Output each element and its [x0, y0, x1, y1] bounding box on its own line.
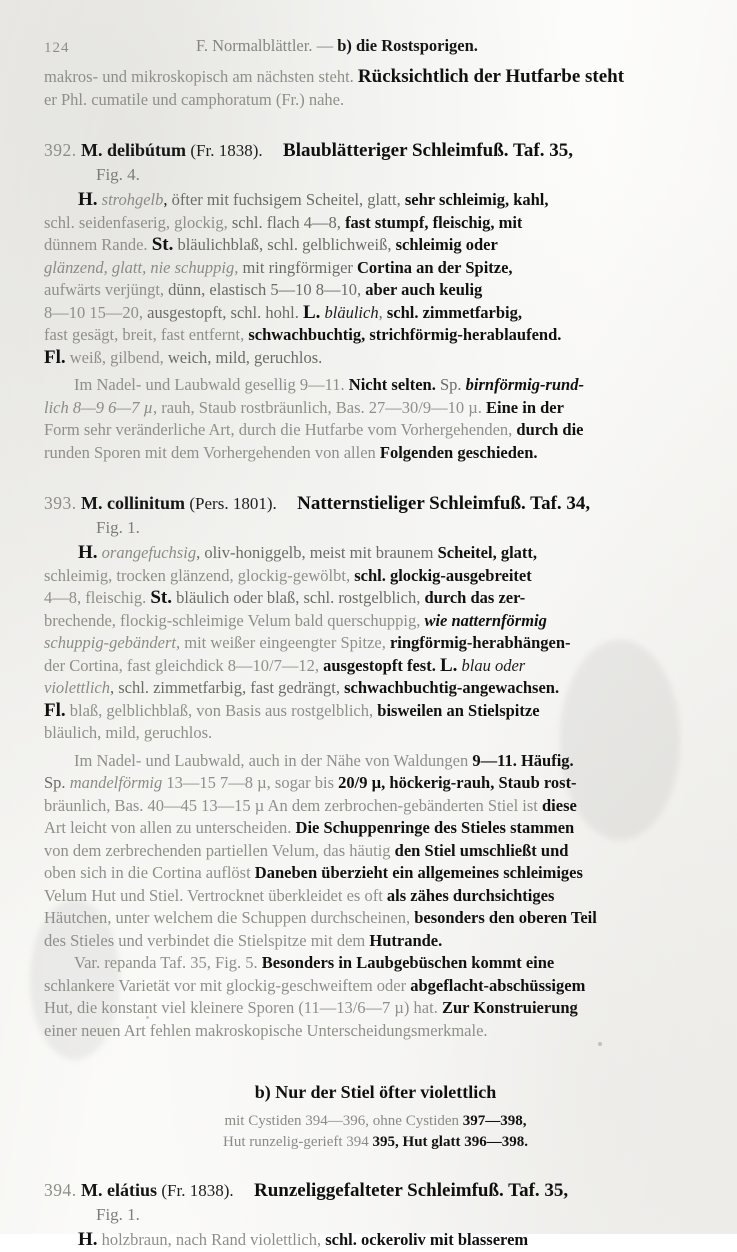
- entry-heading: [44, 139, 707, 186]
- subheading-line-2-bold: 395, Hut glatt 396—398.: [372, 1134, 528, 1150]
- description-line: H. holzbraun, nach Rand violettlich, schl. ockeroliv mit blasserem: [78, 1229, 529, 1250]
- entry-common-name: Blaublätteriger Schleimfuß.: [283, 140, 509, 161]
- note-line: schlankere Varietät vor mit glockig-geschweiftem oder abgeflacht-abschüssigem: [44, 975, 586, 995]
- note-line: Art leicht von allen zu unterscheiden. Die Schuppenringe des Stieles stammen: [44, 818, 575, 837]
- note-line: einer neuen Art fehlen makroskopische Unterscheidungsmerkmale.: [44, 1020, 488, 1040]
- page-header: [44, 34, 707, 60]
- description-line: fast gesägt, breit, fast entfernt, schwachbuchtig, strichförmig-herablaufend.: [44, 325, 562, 344]
- entry-figure-reference: Fig. 4.: [96, 165, 140, 184]
- entry-number: 394.: [44, 1180, 77, 1200]
- entry-figure-reference: Fig. 1.: [96, 518, 140, 537]
- continuation-line-1-bold: Rücksichtlich der Hutfarbe steht: [357, 66, 625, 87]
- species-entry-392: [44, 139, 707, 464]
- entry-authority: (Pers. 1801).: [189, 494, 277, 513]
- entry-description: [44, 1229, 707, 1252]
- entry-plate-reference: Taf. 35,: [512, 140, 573, 161]
- description-line: brechende, flockig-schleimige Velum bald querschuppig, wie natternförmig: [44, 610, 547, 630]
- section-subheading: [44, 1111, 707, 1153]
- entry-species-name: M. collinitum: [81, 493, 185, 513]
- section-subheading-line-2: [44, 1132, 707, 1153]
- running-head-prefix: F. Normalblättler. —: [196, 36, 334, 55]
- subheading-line-1-bold: 397—398,: [462, 1113, 527, 1129]
- entry-note: [44, 374, 707, 464]
- note-line: bräunlich, Bas. 40—45 13—15 µ An dem zerbrochen-gebänderten Stiel ist diese: [44, 795, 577, 815]
- description-line: Fl. weiß, gilbend, weich, mild, geruchlos.: [44, 346, 323, 368]
- note-line: von dem zerbrechenden partiellen Velum, das häutig den Stiel umschließt und: [44, 840, 569, 860]
- continuation-line-1: [44, 66, 707, 89]
- entry-species-name: M. elátius: [81, 1180, 157, 1200]
- entry-number: 393.: [44, 493, 77, 513]
- description-line: der Cortina, fast gleichdick 8—10/7—12, ausgestopft fest. L. blau oder: [44, 654, 526, 676]
- entry-common-name: Runzeliggefalteter Schleimfuß.: [254, 1180, 504, 1201]
- continuation-line-2: er Phl. cumatile und camphoratum (Fr.) nahe.: [44, 89, 345, 109]
- note-line: Form sehr veränderliche Art, durch die Hutfarbe vom Vorhergehenden, durch die: [44, 420, 584, 439]
- description-line: H. orangefuchsig, oliv-honiggelb, meist mit braunem Scheitel, glatt,: [78, 542, 538, 563]
- entry-common-name: Natternstieliger Schleimfuß.: [297, 493, 526, 514]
- folio-number: 124: [44, 40, 70, 56]
- description-line: 8—10 15—20, ausgestopft, schl. hohl. L. bläulich, schl. zimmetfarbig,: [44, 301, 523, 323]
- note-line: Im Nadel- und Laubwald gesellig 9—11. Nicht selten. Sp. birnförmig-rund-: [74, 375, 584, 394]
- note-line: Var. repanda Taf. 35, Fig. 5. Besonders in Laubgebüschen kommt eine: [74, 953, 555, 972]
- note-line: Im Nadel- und Laubwald, auch in der Nähe von Waldungen 9—11. Häufig.: [74, 750, 574, 770]
- description-line: dünnem Rande. St. bläulichblaß, schl. gelblichweiß, schleimig oder: [44, 234, 498, 255]
- description-line: Fl. blaß, gelblichblaß, von Basis aus rostgelblich, bisweilen an Stielspitze: [44, 699, 540, 721]
- entry-plate-reference: Taf. 35,: [508, 1180, 569, 1201]
- description-line: bläulich, mild, geruchlos.: [44, 723, 213, 742]
- note-line: Häutchen, unter welchem die Schuppen durchscheinen, besonders den oberen Teil: [44, 908, 597, 927]
- description-line: schleimig, trocken glänzend, glockig-gewölbt, schl. glockig-ausgebreitet: [44, 565, 532, 585]
- continuation-paragraph: [44, 66, 707, 111]
- note-line: Sp. mandelförmig 13—15 7—8 µ, sogar bis 20/9 µ, höckerig-rauh, Staub rost-: [44, 773, 577, 792]
- subheading-line-2-faint: Hut runzelig-gerieft 394: [223, 1134, 369, 1150]
- description-line: schl. seidenfaserig, glockig, schl. flach 4—8, fast stumpf, fleischig, mit: [44, 212, 523, 232]
- running-head: [196, 36, 478, 56]
- description-line: schuppig-gebändert, mit weißer eingeengter Spitze, ringförmig-herabhängen-: [44, 633, 571, 652]
- continuation-line-1-faint: makros- und mikroskopisch am nächsten steht.: [44, 67, 354, 86]
- section-heading: b) Nur der Stiel öfter violettlich: [254, 1082, 497, 1102]
- entry-heading: [44, 492, 707, 539]
- species-entry-394: [44, 1179, 707, 1252]
- note-line: oben sich in die Cortina auflöst Daneben überzieht ein allgemeines schleimiges: [44, 863, 583, 882]
- page-content: [44, 34, 707, 1252]
- description-line: violettlich, schl. zimmetfarbig, fast gedrängt, schwachbuchtig-angewachsen.: [44, 678, 560, 697]
- entry-description: [44, 542, 707, 745]
- subheading-line-1-faint: mit Cystiden 394—396, ohne Cystiden: [224, 1113, 460, 1129]
- description-line: aufwärts verjüngt, dünn, elastisch 5—10 8—10, aber auch keulig: [44, 280, 483, 299]
- note-line: Velum Hut und Stiel. Vertrocknet überkleidet es oft als zähes durchsichtiges: [44, 885, 555, 905]
- note-line: Hut, die konstant viel kleinere Sporen (11—13/6—7 µ) hat. Zur Konstruierung: [44, 998, 578, 1017]
- entry-note: [44, 750, 707, 1043]
- note-line: des Stieles und verbindet die Stielspitze mit dem Hutrande.: [44, 930, 443, 950]
- entry-plate-reference: Taf. 34,: [530, 493, 591, 514]
- entry-authority: (Fr. 1838).: [190, 141, 263, 160]
- entry-species-name: M. delibútum: [81, 140, 187, 160]
- description-line: 4—8, fleischig. St. bläulich oder blaß, schl. rostgelblich, durch das zer-: [44, 587, 526, 608]
- section-subheading-line-1: [44, 1111, 707, 1132]
- entry-authority: (Fr. 1838).: [161, 1181, 234, 1200]
- note-line: lich 8—9 6—7 µ, rauh, Staub rostbräunlich, Bas. 27—30/9—10 µ. Eine in der: [44, 397, 564, 417]
- description-line: glänzend, glatt, nie schuppig, mit ringförmiger Cortina an der Spitze,: [44, 257, 513, 277]
- entry-figure-reference: Fig. 1.: [96, 1205, 140, 1224]
- note-line: runden Sporen mit dem Vorhergehenden von allen Folgenden geschieden.: [44, 442, 538, 462]
- species-entry-393: [44, 492, 707, 1042]
- entry-heading: [44, 1179, 707, 1226]
- running-head-suffix: b) die Rostsporigen.: [337, 36, 478, 55]
- entry-description: [44, 189, 707, 369]
- entry-number: 392.: [44, 140, 77, 160]
- description-line: H. strohgelb, öfter mit fuchsigem Scheitel, glatt, sehr schleimig, kahl,: [78, 189, 549, 210]
